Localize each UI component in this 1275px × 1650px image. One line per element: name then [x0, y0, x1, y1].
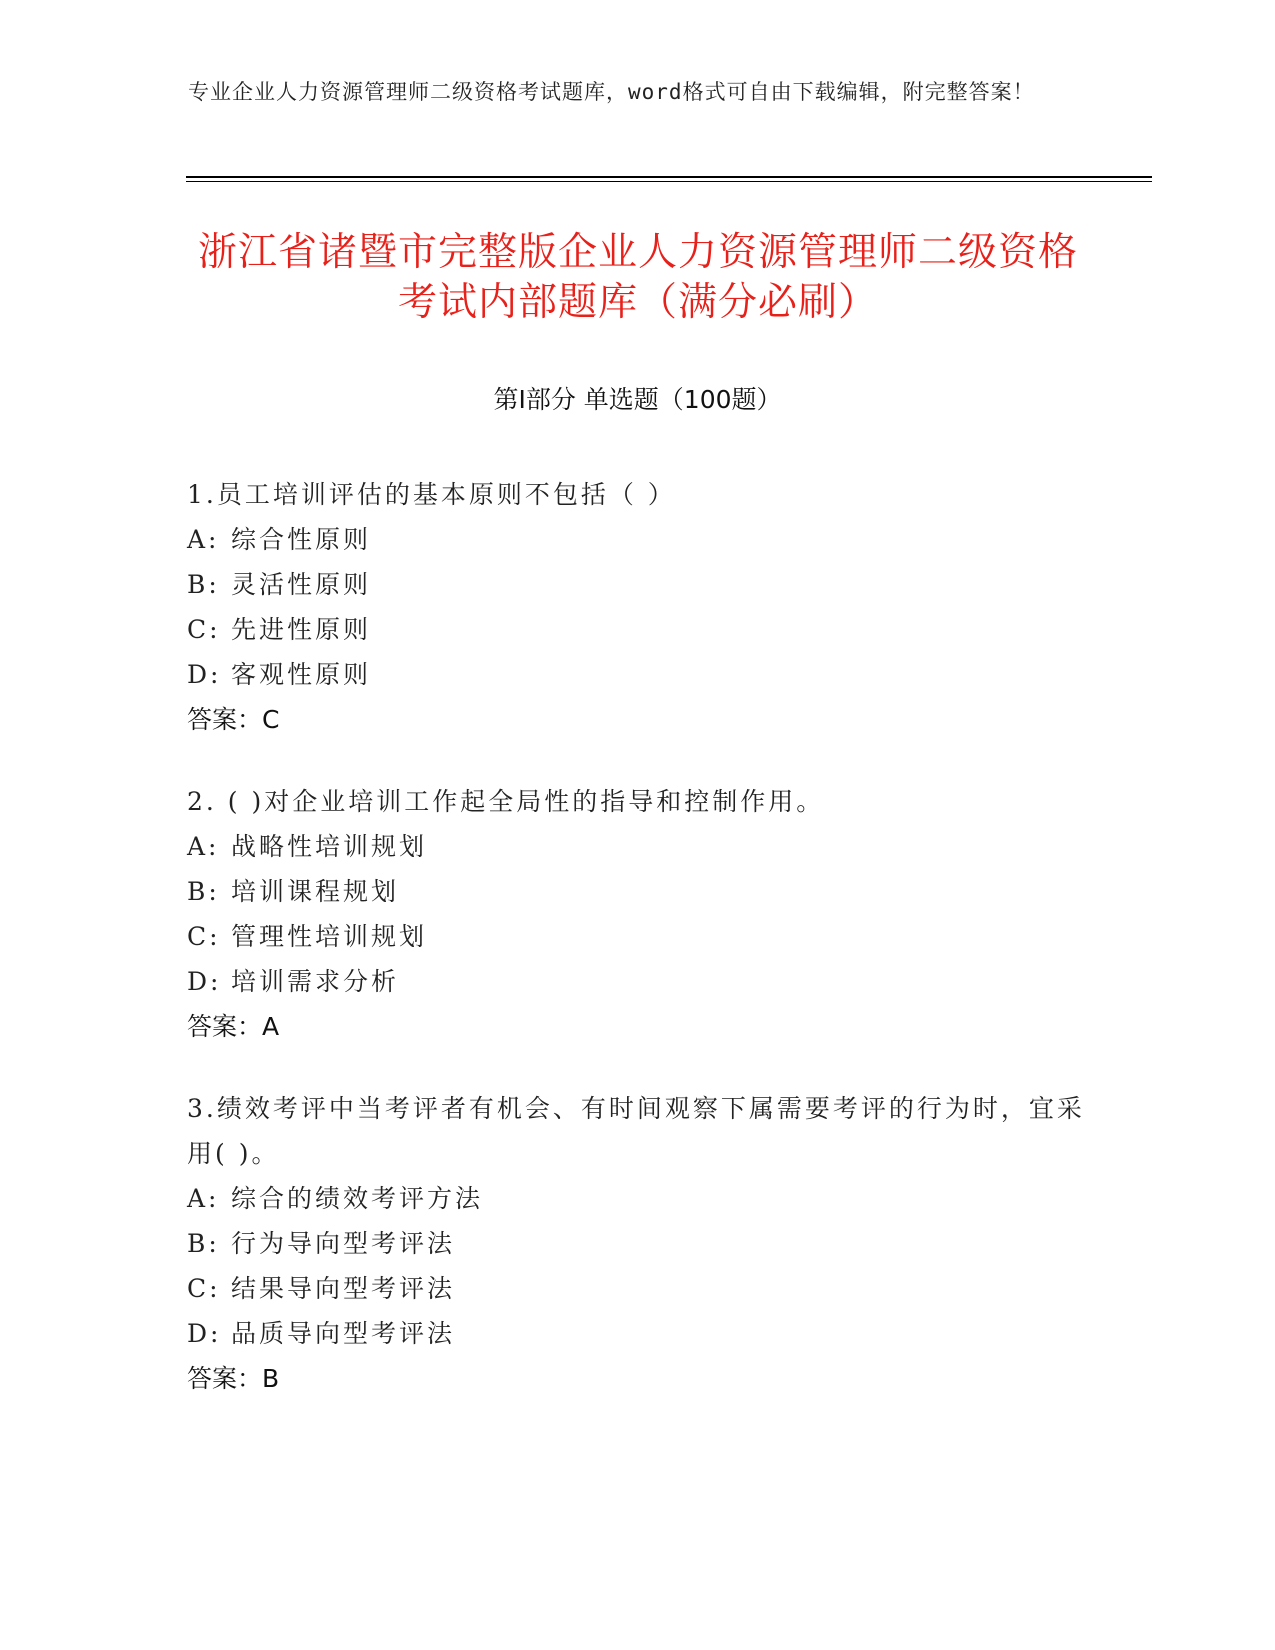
- option-b: [187, 869, 1087, 914]
- option-text: 培训需求分析: [231, 967, 400, 996]
- option-d: [187, 959, 1087, 1004]
- answer-label: 答案：C: [187, 705, 280, 734]
- option-text: 结果导向型考评法: [231, 1274, 456, 1303]
- header-note: 专业企业人力资源管理师二级资格考试题库，word格式可自由下载编辑，附完整答案！: [188, 80, 1035, 104]
- question-3: [187, 1086, 1087, 1402]
- option-a: [187, 824, 1087, 869]
- option-letter: C:: [187, 615, 221, 644]
- option-letter: C:: [187, 922, 221, 951]
- option-d: [187, 1311, 1087, 1356]
- header-divider-thin: [186, 181, 1152, 182]
- option-letter: A:: [187, 525, 220, 554]
- question-2: [187, 779, 1087, 1050]
- option-letter: B:: [187, 570, 220, 599]
- option-a: [187, 1176, 1087, 1221]
- option-letter: A:: [187, 832, 220, 861]
- option-letter: B:: [187, 1229, 220, 1258]
- question-stem: 3.绩效考评中当考评者有机会、有时间观察下属需要考评的行为时，宜采用( )。: [187, 1094, 1085, 1168]
- question-1: [187, 472, 1087, 743]
- answer-label: 答案：A: [187, 1012, 280, 1041]
- option-b: [187, 1221, 1087, 1266]
- option-b: [187, 562, 1087, 607]
- option-text: 战略性培训规划: [231, 832, 428, 861]
- option-text: 品质导向型考评法: [231, 1319, 456, 1348]
- option-letter: D:: [187, 967, 222, 996]
- option-text: 培训课程规划: [231, 877, 400, 906]
- document-title: 浙江省诸暨市完整版企业人力资源管理师二级资格考试内部题库（满分必刷）: [197, 230, 1078, 325]
- option-text: 先进性原则: [231, 615, 372, 644]
- option-d: [187, 652, 1087, 697]
- section-title: 第Ⅰ部分 单选题（100题）: [493, 385, 782, 414]
- option-c: [187, 914, 1087, 959]
- question-stem: 1.员工培训评估的基本原则不包括（ ）: [187, 480, 676, 509]
- option-text: 客观性原则: [231, 660, 372, 689]
- option-letter: D:: [187, 1319, 222, 1348]
- question-list: [187, 472, 1087, 1438]
- option-text: 灵活性原则: [231, 570, 372, 599]
- option-text: 管理性培训规划: [231, 922, 428, 951]
- option-letter: B:: [187, 877, 220, 906]
- option-letter: D:: [187, 660, 222, 689]
- option-text: 综合的绩效考评方法: [231, 1184, 484, 1213]
- option-c: [187, 607, 1087, 652]
- question-stem: 2. ( )对企业培训工作起全局性的指导和控制作用。: [187, 787, 825, 816]
- option-c: [187, 1266, 1087, 1311]
- option-text: 行为导向型考评法: [231, 1229, 456, 1258]
- option-letter: C:: [187, 1274, 221, 1303]
- answer-label: 答案：B: [187, 1364, 280, 1393]
- option-a: [187, 517, 1087, 562]
- option-text: 综合性原则: [231, 525, 372, 554]
- option-letter: A:: [187, 1184, 220, 1213]
- header-divider-thick: [186, 176, 1152, 178]
